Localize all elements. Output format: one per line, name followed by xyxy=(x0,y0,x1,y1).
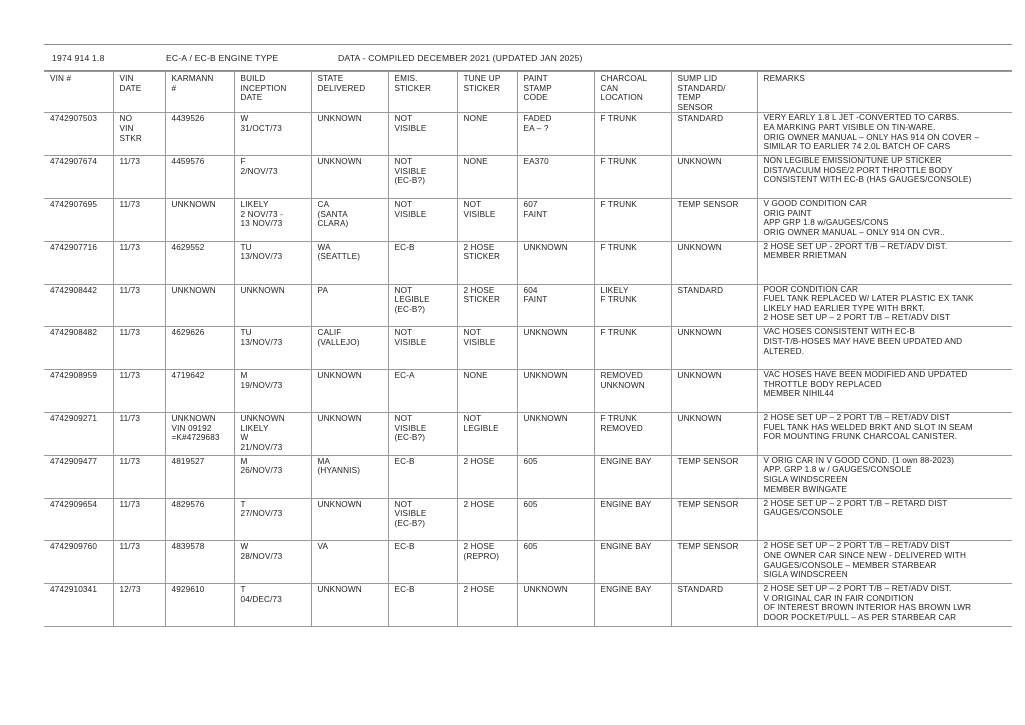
cell-karmann: 4439526 xyxy=(165,113,234,156)
cell-tune-up-sticker: NONE xyxy=(457,370,517,413)
cell-build-date: T 27/NOV/73 xyxy=(234,498,311,541)
cell-sump-lid: UNKNOWN xyxy=(671,327,757,370)
cell-emis-sticker: NOT VISIBLE xyxy=(388,198,457,241)
cell-charcoal-can: F TRUNK REMOVED xyxy=(594,412,671,455)
cell-remarks: VAC HOSES CONSISTENT WITH EC-B DIST-T/B-HOSES MAY HAVE BEEN UPDATED AND ALTERED. xyxy=(757,327,1012,370)
cell-sump-lid: STANDARD xyxy=(671,113,757,156)
cell-charcoal-can: F TRUNK xyxy=(594,198,671,241)
cell-emis-sticker: NOT VISIBLE (EC-B?) xyxy=(388,412,457,455)
col-header-state: STATE DELIVERED xyxy=(311,72,388,113)
cell-charcoal-can: LIKELY F TRUNK xyxy=(594,284,671,327)
header-row xyxy=(44,72,1012,113)
cell-karmann: 4829576 xyxy=(165,498,234,541)
table-row xyxy=(44,241,1012,284)
cell-paint-code: 607 FAINT xyxy=(517,198,594,241)
cell-vin-date: 11/73 xyxy=(113,370,165,413)
cell-remarks: 2 HOSE SET UP – 2 PORT T/B – RET/ADV DIST. V ORIGINAL CAR IN FAIR CONDITION OF INTEREST BROWN INTERIOR HAS BROWN LWR DOOR POCKET/PULL – AS PER STARBEAR CAR xyxy=(757,584,1012,627)
cell-karmann: 4459576 xyxy=(165,156,234,199)
cell-remarks: 2 HOSE SET UP – 2 PORT T/B – RET/ADV DIST ONE OWNER CAR SINCE NEW - DELIVERED WITH GAUGES/CONSOLE – MEMBER STARBEAR SIGLA WINDSCREEN xyxy=(757,541,1012,584)
cell-vin: 4742907674 xyxy=(44,156,113,199)
cell-sump-lid: UNKNOWN xyxy=(671,412,757,455)
cell-remarks: 2 HOSE SET UP - 2PORT T/B – RET/ADV DIST. MEMBER RRIETMAN xyxy=(757,241,1012,284)
cell-tune-up-sticker: 2 HOSE xyxy=(457,584,517,627)
cell-vin-date: 11/73 xyxy=(113,327,165,370)
cell-paint-code: UNKNOWN xyxy=(517,412,594,455)
vin-data-table xyxy=(44,71,1012,627)
col-header-tune-up-sticker: TUNE UP STICKER xyxy=(457,72,517,113)
cell-vin: 4742910341 xyxy=(44,584,113,627)
cell-vin-date: NO VIN STKR xyxy=(113,113,165,156)
cell-sump-lid: STANDARD xyxy=(671,584,757,627)
cell-sump-lid: TEMP SENSOR xyxy=(671,455,757,498)
cell-vin: 4742909271 xyxy=(44,412,113,455)
cell-karmann: UNKNOWN VIN 09192 =K#4729683 xyxy=(165,412,234,455)
cell-tune-up-sticker: NONE xyxy=(457,113,517,156)
table-row xyxy=(44,541,1012,584)
cell-state: UNKNOWN xyxy=(311,412,388,455)
cell-vin-date: 11/73 xyxy=(113,241,165,284)
cell-remarks: 2 HOSE SET UP – 2 PORT T/B – RET/ADV DIST FUEL TANK HAS WELDED BRKT AND SLOT IN SEAM FOR MOUNTING FRUNK CHARCOAL CANISTER. xyxy=(757,412,1012,455)
cell-state: MA (HYANNIS) xyxy=(311,455,388,498)
cell-karmann: 4629552 xyxy=(165,241,234,284)
cell-state: PA xyxy=(311,284,388,327)
cell-vin-date: 11/73 xyxy=(113,156,165,199)
cell-remarks: NON LEGIBLE EMISSION/TUNE UP STICKER DIST/VACUUM HOSE/2 PORT THROTTLE BODY CONSISTENT WITH EC-B (HAS GAUGES/CONSOLE) xyxy=(757,156,1012,199)
cell-emis-sticker: NOT VISIBLE xyxy=(388,113,457,156)
col-header-vin: VIN # xyxy=(44,72,113,113)
cell-build-date: T 04/DEC/73 xyxy=(234,584,311,627)
cell-state: WA (SEATTLE) xyxy=(311,241,388,284)
cell-build-date: W 28/NOV/73 xyxy=(234,541,311,584)
cell-vin: 4742909760 xyxy=(44,541,113,584)
cell-tune-up-sticker: 2 HOSE STICKER xyxy=(457,241,517,284)
cell-charcoal-can: F TRUNK xyxy=(594,156,671,199)
cell-tune-up-sticker: 2 HOSE STICKER xyxy=(457,284,517,327)
cell-emis-sticker: NOT VISIBLE (EC-B?) xyxy=(388,498,457,541)
cell-charcoal-can: REMOVED UNKNOWN xyxy=(594,370,671,413)
cell-karmann: 4719642 xyxy=(165,370,234,413)
cell-sump-lid: TEMP SENSOR xyxy=(671,498,757,541)
cell-vin: 4742908482 xyxy=(44,327,113,370)
cell-karmann: 4839578 xyxy=(165,541,234,584)
cell-paint-code: 605 xyxy=(517,498,594,541)
cell-vin-date: 11/73 xyxy=(113,284,165,327)
cell-charcoal-can: F TRUNK xyxy=(594,241,671,284)
cell-karmann: UNKNOWN xyxy=(165,198,234,241)
table-row xyxy=(44,327,1012,370)
data-sheet xyxy=(44,44,1012,627)
cell-sump-lid: UNKNOWN xyxy=(671,156,757,199)
cell-karmann: 4819527 xyxy=(165,455,234,498)
cell-charcoal-can: F TRUNK xyxy=(594,327,671,370)
table-row xyxy=(44,113,1012,156)
col-header-charcoal-can: CHARCOAL CAN LOCATION xyxy=(594,72,671,113)
col-header-build-date: BUILD INCEPTION DATE xyxy=(234,72,311,113)
cell-remarks: V ORIG CAR IN V GOOD COND. (1 own 88-2023) APP. GRP 1.8 w / GAUGES/CONSOLE SIGLA WINDSCREEN MEMBER BWINGATE xyxy=(757,455,1012,498)
cell-emis-sticker: EC-B xyxy=(388,584,457,627)
cell-charcoal-can: F TRUNK xyxy=(594,113,671,156)
cell-paint-code: UNKNOWN xyxy=(517,584,594,627)
cell-paint-code: UNKNOWN xyxy=(517,370,594,413)
cell-charcoal-can: ENGINE BAY xyxy=(594,584,671,627)
cell-tune-up-sticker: 2 HOSE xyxy=(457,455,517,498)
cell-state: UNKNOWN xyxy=(311,498,388,541)
cell-emis-sticker: NOT VISIBLE xyxy=(388,327,457,370)
col-header-remarks: REMARKS xyxy=(757,72,1012,113)
cell-build-date: W 31/OCT/73 xyxy=(234,113,311,156)
cell-remarks: VERY EARLY 1.8 L JET -CONVERTED TO CARBS. EA MARKING PART VISIBLE ON TIN-WARE. ORIG OWNER MANUAL – ONLY HAS 914 ON COVER – SIMILAR TO EARLIER 74 2.0L BATCH OF CARS xyxy=(757,113,1012,156)
col-header-sump-lid: SUMP LID STANDARD/ TEMP SENSOR xyxy=(671,72,757,113)
cell-vin-date: 11/73 xyxy=(113,455,165,498)
cell-paint-code: 604 FAINT xyxy=(517,284,594,327)
cell-build-date: UNKNOWN xyxy=(234,284,311,327)
table-row xyxy=(44,584,1012,627)
cell-tune-up-sticker: NOT LEGIBLE xyxy=(457,412,517,455)
cell-vin: 4742907716 xyxy=(44,241,113,284)
table-row xyxy=(44,284,1012,327)
table-row xyxy=(44,370,1012,413)
cell-sump-lid: TEMP SENSOR xyxy=(671,198,757,241)
cell-sump-lid: TEMP SENSOR xyxy=(671,541,757,584)
cell-emis-sticker: NOT VISIBLE (EC-B?) xyxy=(388,156,457,199)
cell-paint-code: UNKNOWN xyxy=(517,241,594,284)
cell-build-date: M 19/NOV/73 xyxy=(234,370,311,413)
cell-charcoal-can: ENGINE BAY xyxy=(594,455,671,498)
cell-emis-sticker: NOT LEGIBLE (EC-B?) xyxy=(388,284,457,327)
cell-remarks: POOR CONDITION CAR FUEL TANK REPLACED W/ LATER PLASTIC EX TANK LIKELY HAD EARLIER TYPE WITH BRKT. 2 HOSE SET UP – 2 PORT T/B – RET/ADV DIST xyxy=(757,284,1012,327)
cell-tune-up-sticker: 2 HOSE (REPRO) xyxy=(457,541,517,584)
col-header-karmann: KARMANN # xyxy=(165,72,234,113)
cell-sump-lid: STANDARD xyxy=(671,284,757,327)
sheet-title-row xyxy=(44,45,1012,71)
cell-tune-up-sticker: NOT VISIBLE xyxy=(457,198,517,241)
col-header-paint-code: PAINT STAMP CODE xyxy=(517,72,594,113)
cell-emis-sticker: EC-B xyxy=(388,541,457,584)
cell-build-date: LIKELY 2 NOV/73 - 13 NOV/73 xyxy=(234,198,311,241)
compiled-date-title: DATA - COMPILED DECEMBER 2021 (UPDATED JAN 2025) xyxy=(338,52,583,63)
cell-build-date: UNKNOWN LIKELY W 21/NOV/73 xyxy=(234,412,311,455)
cell-paint-code: FADED EA – ? xyxy=(517,113,594,156)
table-row xyxy=(44,198,1012,241)
cell-build-date: TU 13/NOV/73 xyxy=(234,327,311,370)
cell-state: CA (SANTA CLARA) xyxy=(311,198,388,241)
cell-vin-date: 11/73 xyxy=(113,541,165,584)
model-title: 1974 914 1.8 xyxy=(52,52,105,63)
table-row xyxy=(44,156,1012,199)
cell-sump-lid: UNKNOWN xyxy=(671,241,757,284)
cell-vin-date: 11/73 xyxy=(113,198,165,241)
cell-charcoal-can: ENGINE BAY xyxy=(594,541,671,584)
cell-tune-up-sticker: NOT VISIBLE xyxy=(457,327,517,370)
table-row xyxy=(44,455,1012,498)
col-header-emis-sticker: EMIS. STICKER xyxy=(388,72,457,113)
cell-vin: 4742909654 xyxy=(44,498,113,541)
cell-emis-sticker: EC-A xyxy=(388,370,457,413)
cell-emis-sticker: EC-B xyxy=(388,241,457,284)
cell-vin-date: 12/73 xyxy=(113,584,165,627)
cell-state: UNKNOWN xyxy=(311,156,388,199)
cell-karmann: UNKNOWN xyxy=(165,284,234,327)
cell-vin: 4742907695 xyxy=(44,198,113,241)
cell-karmann: 4929610 xyxy=(165,584,234,627)
table-row xyxy=(44,498,1012,541)
cell-state: UNKNOWN xyxy=(311,584,388,627)
col-header-vin-date: VIN DATE xyxy=(113,72,165,113)
cell-vin: 4742909477 xyxy=(44,455,113,498)
table-body xyxy=(44,113,1012,627)
table-row xyxy=(44,412,1012,455)
cell-paint-code: 605 xyxy=(517,455,594,498)
cell-state: UNKNOWN xyxy=(311,370,388,413)
cell-sump-lid: UNKNOWN xyxy=(671,370,757,413)
cell-remarks: 2 HOSE SET UP – 2 PORT T/B – RETARD DIST GAUGES/CONSOLE xyxy=(757,498,1012,541)
cell-state: CALIF (VALLEJO) xyxy=(311,327,388,370)
cell-build-date: M 26/NOV/73 xyxy=(234,455,311,498)
cell-paint-code: EA370 xyxy=(517,156,594,199)
cell-charcoal-can: ENGINE BAY xyxy=(594,498,671,541)
cell-build-date: TU 13/NOV/73 xyxy=(234,241,311,284)
cell-tune-up-sticker: 2 HOSE xyxy=(457,498,517,541)
cell-remarks: VAC HOSES HAVE BEEN MODIFIED AND UPDATED THROTTLE BODY REPLACED MEMBER NIHIL44 xyxy=(757,370,1012,413)
cell-state: VA xyxy=(311,541,388,584)
cell-karmann: 4629626 xyxy=(165,327,234,370)
cell-vin: 4742907503 xyxy=(44,113,113,156)
cell-vin-date: 11/73 xyxy=(113,412,165,455)
engine-type-title: EC-A / EC-B ENGINE TYPE xyxy=(166,52,279,63)
cell-tune-up-sticker: NONE xyxy=(457,156,517,199)
cell-paint-code: UNKNOWN xyxy=(517,327,594,370)
cell-state: UNKNOWN xyxy=(311,113,388,156)
cell-build-date: F 2/NOV/73 xyxy=(234,156,311,199)
cell-vin-date: 11/73 xyxy=(113,498,165,541)
cell-paint-code: 605 xyxy=(517,541,594,584)
cell-vin: 4742908959 xyxy=(44,370,113,413)
cell-remarks: V GOOD CONDITION CAR ORIG PAINT APP GRP 1.8 w/GAUGES/CONS ORIG OWNER MANUAL – ONLY 914 ON CVR.. xyxy=(757,198,1012,241)
cell-emis-sticker: EC-B xyxy=(388,455,457,498)
cell-vin: 4742908442 xyxy=(44,284,113,327)
